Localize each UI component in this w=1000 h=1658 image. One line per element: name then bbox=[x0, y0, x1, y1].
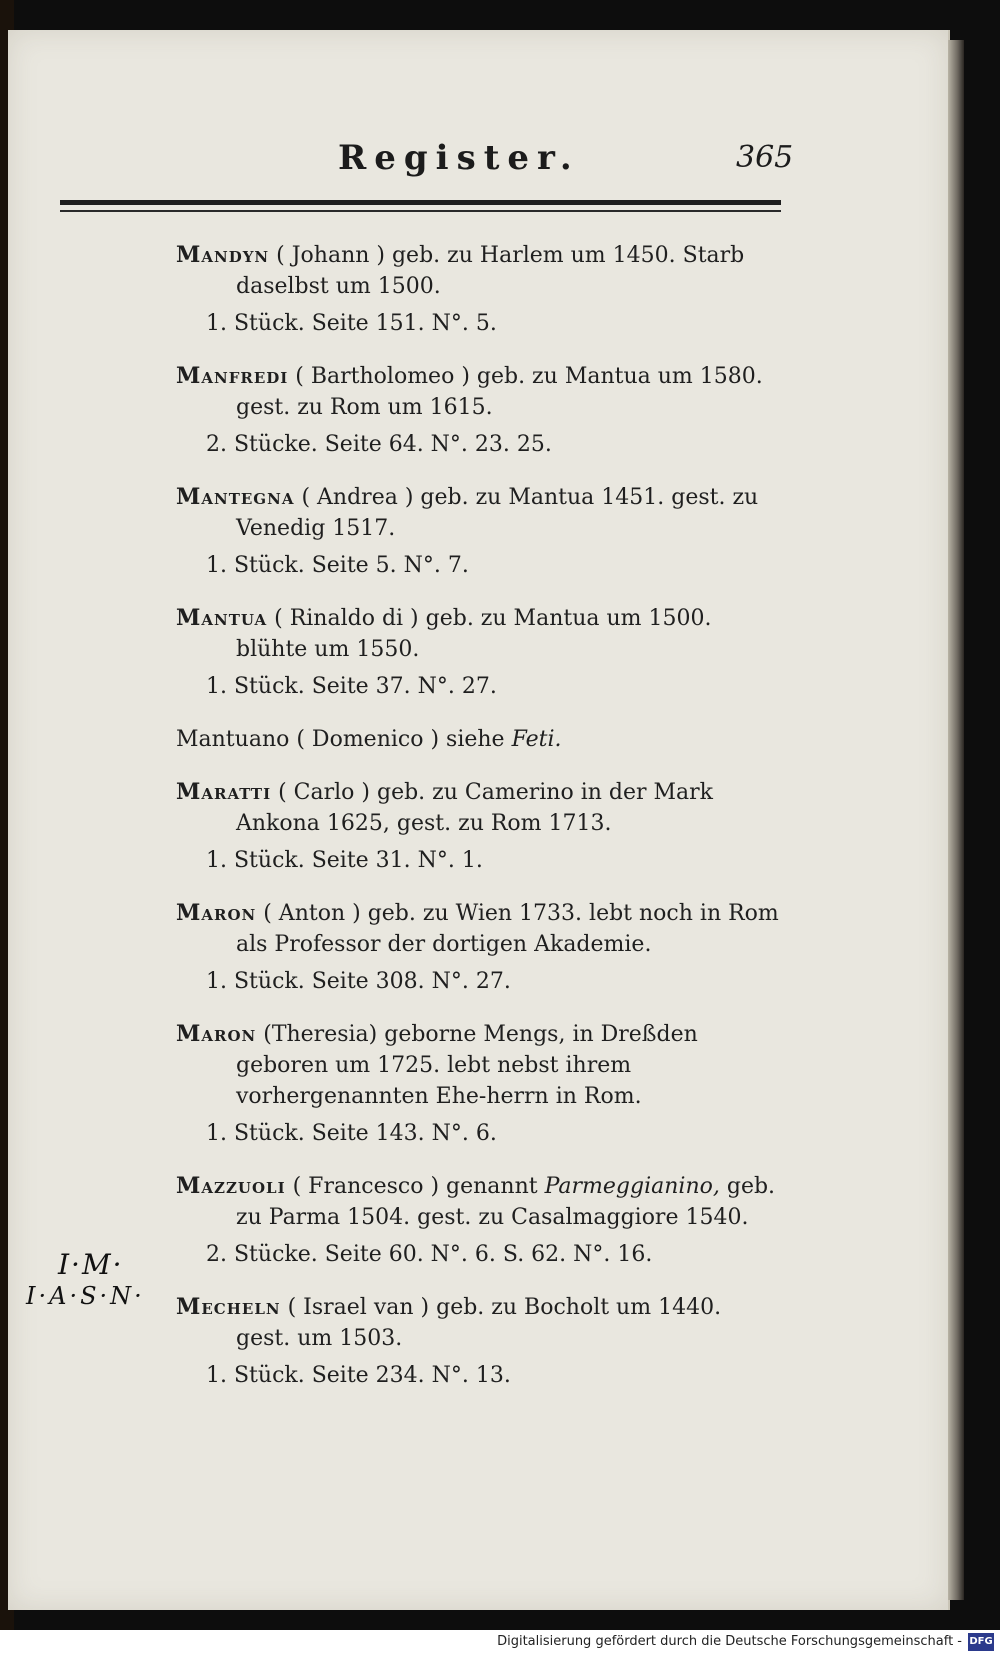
header-rule-thick bbox=[60, 200, 781, 205]
entry-reference: 1. Stück. Seite 143. N°. 6. bbox=[206, 1121, 497, 1146]
page-title: Register. bbox=[338, 138, 580, 178]
entry-name: Manfredi bbox=[176, 363, 289, 389]
page-edge-right bbox=[948, 40, 964, 1600]
register-entry bbox=[176, 240, 782, 339]
entry-text-continued: geb. zu Parma 1504. gest. zu Casalmaggiore 1540. bbox=[236, 1174, 776, 1230]
entry-reference: 1. Stück. Seite 5. N°. 7. bbox=[206, 553, 469, 578]
entry-text: ( Domenico ) siehe bbox=[296, 727, 505, 752]
page-number: 365 bbox=[736, 140, 794, 175]
register-entry bbox=[176, 724, 782, 755]
entry-reference: 1. Stück. Seite 308. N°. 27. bbox=[206, 969, 511, 994]
register-entry bbox=[176, 361, 782, 460]
entry-text: ( Andrea ) geb. zu Mantua 1451. gest. zu Venedig 1517. bbox=[236, 485, 759, 541]
entry-name: Maratti bbox=[176, 779, 272, 805]
entry-text: ( Anton ) geb. zu Wien 1733. lebt noch in Rom als Professor der dortigen Akademie. bbox=[236, 901, 779, 957]
dfg-logo-icon: DFG bbox=[968, 1633, 994, 1651]
entry-text: ( Bartholomeo ) geb. zu Mantua um 1580. gest. zu Rom um 1615. bbox=[236, 364, 763, 420]
page-header bbox=[60, 138, 794, 186]
register-entry bbox=[176, 898, 782, 997]
header-rule-thin bbox=[60, 210, 781, 212]
register-entry bbox=[176, 1019, 782, 1149]
entry-text: ( Rinaldo di ) geb. zu Mantua um 1500. blühte um 1550. bbox=[236, 606, 712, 662]
register-entry bbox=[176, 777, 782, 876]
register-entry bbox=[176, 603, 782, 702]
entry-reference: 1. Stück. Seite 31. N°. 1. bbox=[206, 848, 483, 873]
entry-text: ( Francesco ) genannt bbox=[292, 1174, 538, 1199]
entry-reference: 1. Stück. Seite 234. N°. 13. bbox=[206, 1363, 511, 1388]
entry-text: (Theresia) geborne Mengs, in Dreßden geboren um 1725. lebt nebst ihrem vorhergenannten Ehe-herrn in Rom. bbox=[236, 1022, 698, 1109]
entry-name: Mandyn bbox=[176, 242, 270, 268]
footer-credit-text: Digitalisierung gefördert durch die Deutsche Forschungsgemeinschaft - bbox=[497, 1634, 962, 1649]
entry-name: Mantegna bbox=[176, 484, 295, 510]
entry-name: Mantuano bbox=[176, 727, 290, 752]
entry-reference: 2. Stücke. Seite 60. N°. 6. S. 62. N°. 16. bbox=[206, 1242, 653, 1267]
entry-reference: 1. Stück. Seite 37. N°. 27. bbox=[206, 674, 497, 699]
entry-reference: 2. Stücke. Seite 64. N°. 23. 25. bbox=[206, 432, 552, 457]
entry-name: Maron bbox=[176, 1021, 257, 1047]
register-entries bbox=[176, 240, 782, 1413]
digitization-footer bbox=[0, 1630, 1000, 1658]
entry-name: Maron bbox=[176, 900, 257, 926]
entry-reference: 1. Stück. Seite 151. N°. 5. bbox=[206, 311, 497, 336]
entry-text: ( Johann ) geb. zu Harlem um 1450. Starb daselbst um 1500. bbox=[236, 243, 745, 299]
entry-text: ( Israel van ) geb. zu Bocholt um 1440. gest. um 1503. bbox=[236, 1295, 722, 1351]
entry-name: Mecheln bbox=[176, 1294, 281, 1320]
register-entry bbox=[176, 482, 782, 581]
register-entry bbox=[176, 1171, 782, 1270]
entry-name: Mantua bbox=[176, 605, 268, 631]
margin-monogram-note: I·M· bbox=[58, 1248, 124, 1281]
entry-alias: Parmeggianino, bbox=[544, 1174, 720, 1199]
margin-handwritten-note: I·A·S·N· bbox=[26, 1282, 145, 1310]
entry-see-reference: Feti. bbox=[511, 727, 562, 752]
register-entry bbox=[176, 1292, 782, 1391]
entry-text: ( Carlo ) geb. zu Camerino in der Mark Ankona 1625, gest. zu Rom 1713. bbox=[236, 780, 714, 836]
entry-name: Mazzuoli bbox=[176, 1173, 286, 1199]
